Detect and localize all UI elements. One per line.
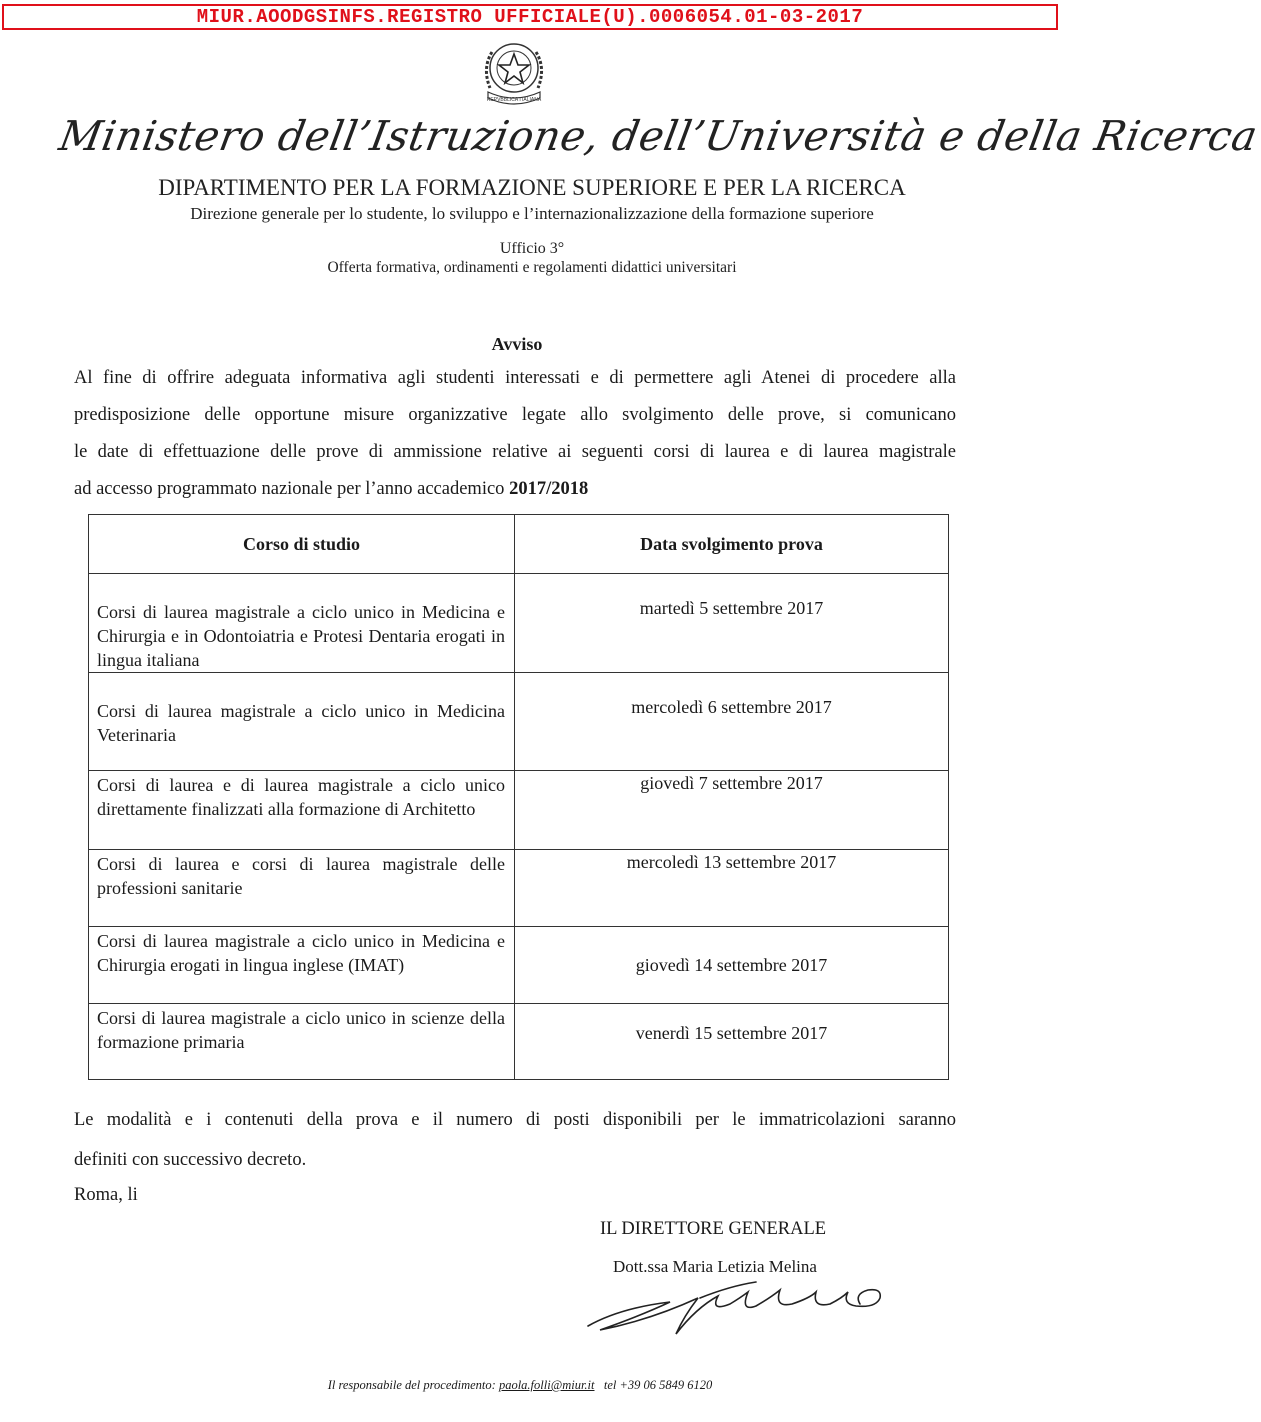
place-date: Roma, li (74, 1185, 138, 1205)
course-cell: Corsi di laurea e di laurea magistrale a ciclo unico direttamente finalizzati alla formazione di Architetto (89, 771, 515, 850)
table-row (89, 771, 949, 850)
intro-line-last (74, 479, 956, 500)
closing-line: Le modalità e i contenuti della prova e il numero di posti disponibili per le immatricolazioni saranno (74, 1110, 956, 1130)
department-name: DIPARTIMENTO PER LA FORMAZIONE SUPERIORE E PER LA RICERCA (158, 175, 906, 200)
date-cell: mercoledì 6 settembre 2017 (515, 673, 949, 771)
course-cell: Corsi di laurea magistrale a ciclo unico in scienze della formazione primaria (89, 1004, 515, 1080)
table-header-row (89, 515, 949, 574)
director-name: Dott.ssa Maria Letizia Melina (613, 1257, 817, 1276)
directorate-name: Direzione generale per lo studente, lo sviluppo e l’internazionalizzazione della formazione superiore (190, 204, 874, 223)
footer (0, 1378, 1040, 1393)
office-name: Ufficio 3° (499, 240, 565, 257)
closing-line: definiti con successivo decreto. (74, 1150, 307, 1170)
date-cell: martedì 5 settembre 2017 (515, 574, 949, 673)
course-cell: Corsi di laurea e corsi di laurea magistrale delle professioni sanitarie (89, 850, 515, 927)
footer-email-link[interactable]: paola.folli@miur.it (498, 1378, 595, 1392)
intro-line: predisposizione delle opportune misure organizzative legate allo svolgimento delle prove, si comunicano (74, 405, 956, 425)
date-cell: venerdì 15 settembre 2017 (515, 1004, 949, 1080)
admission-schedule-table (88, 514, 949, 1080)
notice-title: Avviso (491, 334, 543, 354)
date-cell: giovedì 7 settembre 2017 (515, 771, 949, 850)
intro-line: le date di effettuazione delle prove di ammissione relative ai seguenti corsi di laurea e di laurea magistrale (74, 442, 956, 462)
office-description: Offerta formativa, ordinamenti e regolamenti didattici universitari (327, 259, 737, 276)
italian-republic-emblem-icon (470, 34, 558, 110)
handwritten-signature (580, 1268, 900, 1338)
table-row (89, 850, 949, 927)
academic-year: 2017/2018 (509, 479, 589, 499)
footer-phone: tel +39 06 5849 6120 (603, 1378, 713, 1392)
table-row (89, 1004, 949, 1080)
course-cell: Corsi di laurea magistrale a ciclo unico in Medicina e Chirurgia e in Odontoiatria e Protesi Dentaria erogati in lingua italiana (89, 574, 515, 673)
date-cell: giovedì 14 settembre 2017 (515, 927, 949, 1004)
course-cell: Corsi di laurea magistrale a ciclo unico in Medicina Veterinaria (89, 673, 515, 771)
protocol-stamp: MIUR.AOODGSINFS.REGISTRO UFFICIALE(U).0006054.01-03-2017 (2, 4, 1058, 30)
footer-label: Il responsabile del procedimento: (327, 1378, 496, 1392)
director-title: IL DIRETTORE GENERALE (600, 1219, 827, 1239)
intro-last-text: ad accesso programmato nazionale per l’anno accademico (74, 479, 505, 499)
column-header-date: Data svolgimento prova (515, 515, 949, 574)
course-cell: Corsi di laurea magistrale a ciclo unico in Medicina e Chirurgia erogati in lingua inglese (IMAT) (89, 927, 515, 1004)
table-row (89, 673, 949, 771)
table-row (89, 574, 949, 673)
intro-line: Al fine di offrire adeguata informativa agli studenti interessati e di permettere agli Atenei di procedere alla (74, 368, 956, 388)
column-header-course: Corso di studio (89, 515, 515, 574)
emblem-motto: REPVBBLICA ITALIANA (486, 97, 542, 103)
date-cell: mercoledì 13 settembre 2017 (515, 850, 949, 927)
table-row (89, 927, 949, 1004)
ministry-name: Ministero dell’Istruzione, dell’Università e della Ricerca (55, 112, 1261, 160)
